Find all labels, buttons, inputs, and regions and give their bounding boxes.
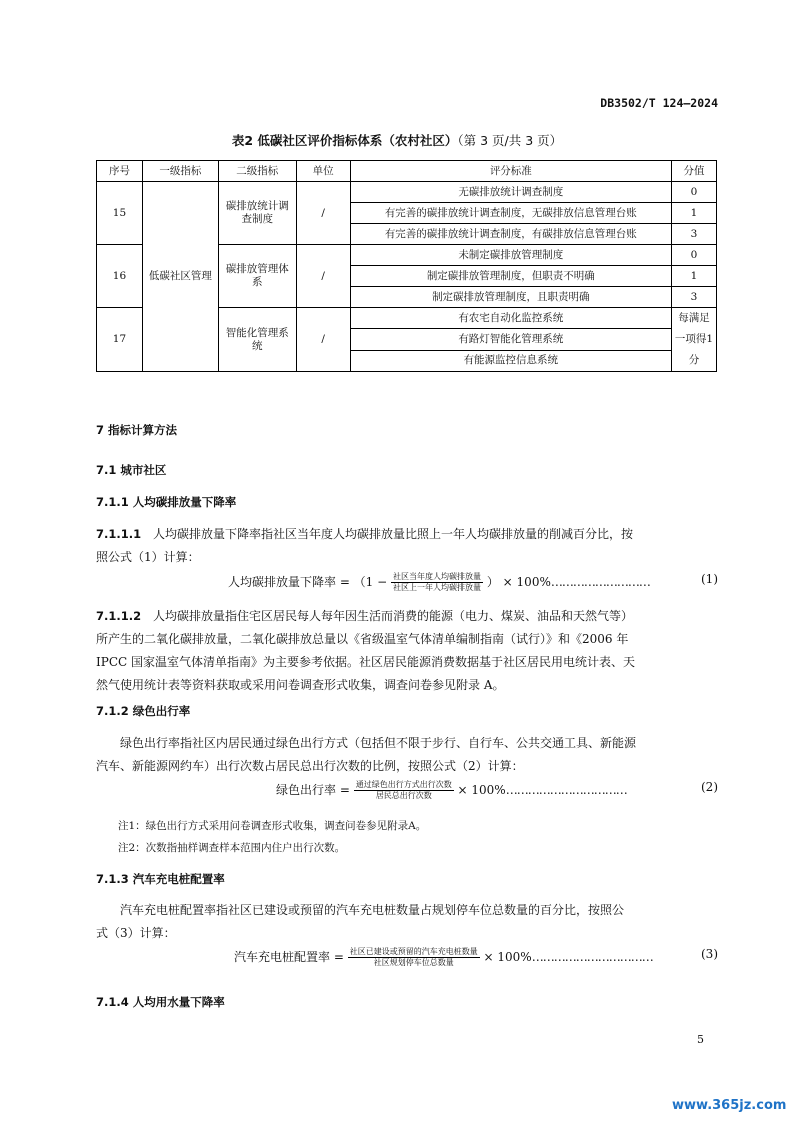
criterion: 有完善的碳排放统计调查制度，有碳排放信息管理台账 — [350, 224, 671, 245]
row-no: 15 — [97, 182, 143, 245]
formula-fraction — [354, 780, 454, 801]
criterion: 有农宅自动化监控系统 — [350, 308, 671, 329]
formula-lhs: 人均碳排放量下降率 = （1 − — [228, 575, 388, 589]
section-7-1-2-heading: 7.1.2 绿色出行率 — [96, 704, 191, 718]
page-number: 5 — [697, 1033, 704, 1046]
paragraph-line: 汽车充电桩配置率指社区已建设或预留的汽车充电桩数量占规划停车位总数量的百分比，按照公 — [120, 903, 625, 917]
paragraph-line: 人均碳排放量下降率指社区当年度人均碳排放量比照上一年人均碳排放量的削减百分比，按 — [152, 527, 633, 541]
table-row — [97, 182, 717, 203]
row-no: 17 — [97, 308, 143, 372]
unit: / — [296, 182, 350, 245]
header-criteria: 评分标准 — [350, 161, 671, 182]
formula-number: (3) — [701, 947, 718, 961]
clause-label: 7.1.1.1 — [96, 527, 142, 541]
header-no: 序号 — [97, 161, 143, 182]
note-1: 注1：绿色出行方式采用问卷调查形式收集，调查问卷参见附录A。 — [118, 820, 427, 832]
formula-fraction — [348, 947, 480, 968]
score: 0 — [672, 245, 717, 266]
merged-score: 每满足一项得1分 — [672, 308, 717, 372]
section-7-1-heading: 7.1 城市社区 — [96, 463, 167, 477]
table-caption-page: （第 3 页/共 3 页） — [457, 133, 563, 148]
fraction-denominator: 居民总出行次数 — [375, 791, 432, 800]
fraction-denominator: 社区上一年人均碳排放量 — [393, 583, 482, 592]
table-caption — [0, 131, 794, 149]
section-7-1-3-heading: 7.1.3 汽车充电桩配置率 — [96, 872, 225, 886]
note-2: 注2：次数指抽样调查样本范围内住户出行次数。 — [118, 842, 346, 854]
table-header-row — [97, 161, 717, 182]
paragraph-line: 汽车、新能源网约车）出行次数占居民总出行次数的比例，按照公式（2）计算： — [96, 759, 524, 773]
formula-rhs: ） × 100% — [486, 575, 551, 589]
paragraph-line: 所产生的二氧化碳排放量，二氧化碳排放总量以《省级温室气体清单编制指南（试行）》和《2006 年 — [96, 632, 629, 646]
criterion: 无碳排放统计调查制度 — [350, 182, 671, 203]
formula-rhs: × 100% — [457, 783, 506, 797]
score: 3 — [672, 287, 717, 308]
paragraph-line: 式（3）计算： — [96, 926, 176, 940]
criterion: 有完善的碳排放统计调查制度，无碳排放信息管理台账 — [350, 203, 671, 224]
section-7-1-1-heading: 7.1.1 人均碳排放量下降率 — [96, 495, 237, 509]
formula-fraction — [391, 572, 483, 593]
header-level2: 二级指标 — [218, 161, 296, 182]
paragraph-7-1-3 — [96, 899, 721, 945]
unit: / — [296, 308, 350, 372]
site-watermark: www.365jz.com — [672, 1098, 787, 1113]
criterion: 制定碳排放管理制度，但职责不明确 — [350, 266, 671, 287]
paragraph-line: 照公式（1）计算： — [96, 550, 200, 564]
paragraph-7-1-2 — [96, 732, 721, 778]
formula-2 — [276, 780, 718, 801]
doc-id: DB3502/T 124—2024 — [600, 96, 718, 110]
leader-dots: ……………………… — [550, 575, 650, 589]
table-caption-main: 表2 低碳社区评价指标体系（农村社区） — [231, 133, 458, 148]
formula-number: (1) — [701, 572, 718, 586]
paragraph-line: 然气使用统计表等资料获取或采用问卷调查形式收集，调查问卷参见附录 A。 — [96, 678, 505, 692]
score: 3 — [672, 224, 717, 245]
evaluation-table — [96, 160, 717, 372]
row-no: 16 — [97, 245, 143, 308]
criterion: 有路灯智能化管理系统 — [350, 329, 671, 350]
header-unit: 单位 — [296, 161, 350, 182]
formula-number: (2) — [701, 780, 718, 794]
score: 1 — [672, 266, 717, 287]
unit: / — [296, 245, 350, 308]
formula-1 — [228, 572, 718, 593]
fraction-numerator: 通过绿色出行方式出行次数 — [355, 780, 452, 789]
paragraph-7-1-1-2 — [96, 605, 721, 697]
leader-dots: …………………………… — [505, 783, 627, 797]
paragraph-line: 人均碳排放量指住宅区居民每人每年因生活而消费的能源（电力、煤炭、油品和天然气等） — [152, 609, 633, 623]
fraction-numerator: 社区已建设或预留的汽车充电桩数量 — [349, 947, 478, 956]
section-7-1-4-heading: 7.1.4 人均用水量下降率 — [96, 995, 225, 1009]
level2-indicator: 碳排放管理体系 — [218, 245, 296, 308]
paragraph-line: IPCC 国家温室气体清单指南》为主要参考依据。社区居民能源消费数据基于社区居民用电统计表、天 — [96, 655, 635, 669]
criterion: 制定碳排放管理制度，且职责明确 — [350, 287, 671, 308]
score: 1 — [672, 203, 717, 224]
formula-3 — [234, 947, 718, 968]
header-level1: 一级指标 — [142, 161, 218, 182]
leader-dots: …………………………… — [531, 950, 653, 964]
fraction-denominator: 社区规划停车位总数量 — [373, 958, 454, 967]
section-7-heading: 7 指标计算方法 — [96, 423, 178, 437]
paragraph-line: 绿色出行率指社区内居民通过绿色出行方式（包括但不限于步行、自行车、公共交通工具、新能源 — [120, 736, 637, 750]
header-score: 分值 — [672, 161, 717, 182]
level2-indicator: 智能化管理系统 — [218, 308, 296, 372]
level2-indicator: 碳排放统计调查制度 — [218, 182, 296, 245]
score: 0 — [672, 182, 717, 203]
formula-lhs: 汽车充电桩配置率 = — [234, 950, 344, 964]
formula-lhs: 绿色出行率 = — [276, 783, 350, 797]
level1-indicator: 低碳社区管理 — [142, 182, 218, 372]
formula-rhs: × 100% — [483, 950, 532, 964]
fraction-numerator: 社区当年度人均碳排放量 — [393, 572, 482, 581]
criterion: 有能源监控信息系统 — [350, 350, 671, 371]
clause-label: 7.1.1.2 — [96, 609, 142, 623]
paragraph-7-1-1-1 — [96, 523, 721, 569]
criterion: 未制定碳排放管理制度 — [350, 245, 671, 266]
